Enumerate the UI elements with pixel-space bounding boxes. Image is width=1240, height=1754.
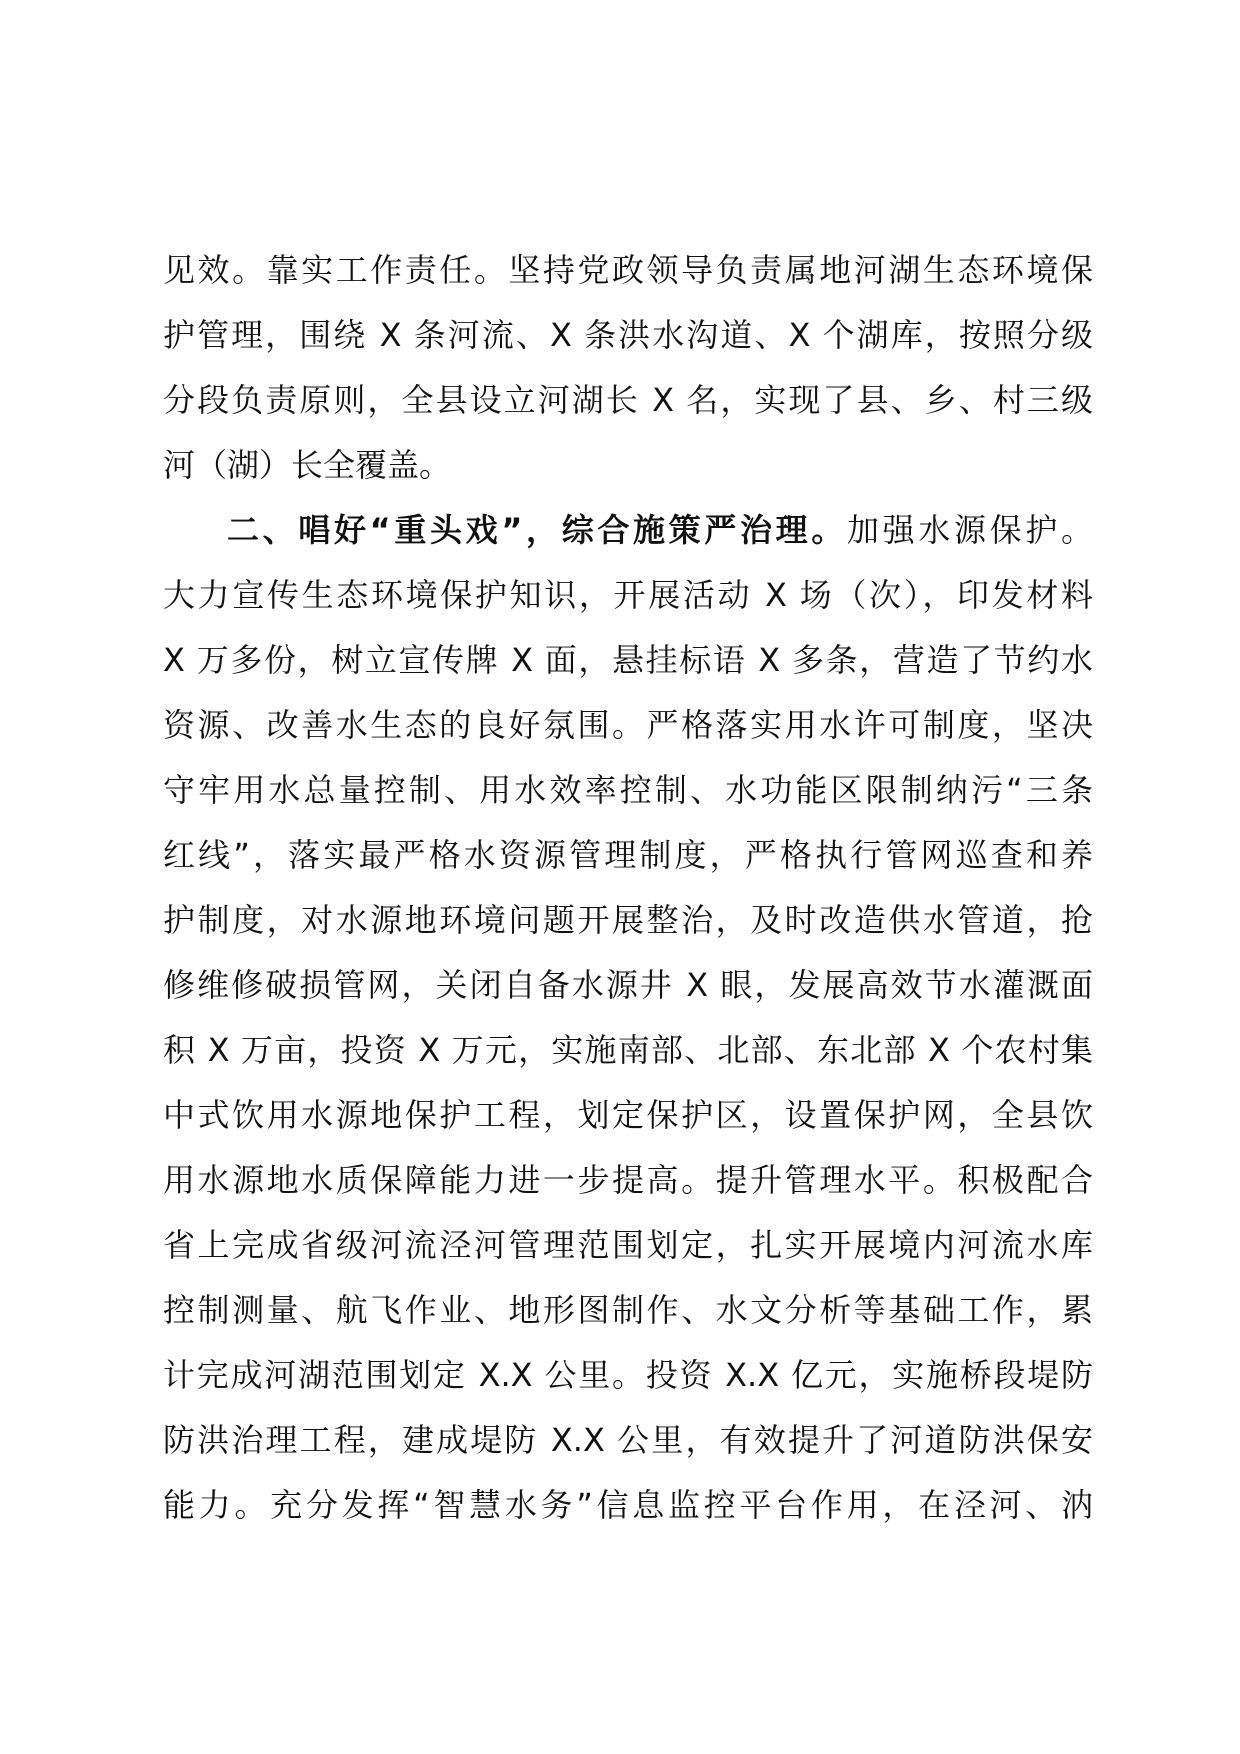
text-line: 红线”，落实最严格水资源管理制度，严格执行管网巡查和养 bbox=[163, 836, 1093, 874]
text-line: 大力宣传生态环境保护知识，开展活动 X 场（次），印发材料 bbox=[163, 576, 1093, 614]
text-line: 资源、改善水生态的良好氛围。严格落实用水许可制度，坚决 bbox=[163, 706, 1093, 744]
text-line: 守牢用水总量控制、用水效率控制、水功能区限制纳污“三条 bbox=[163, 771, 1093, 809]
section-heading-line bbox=[163, 498, 1093, 563]
document-body bbox=[163, 238, 1093, 1538]
text-line: 省上完成省级河流泾河管理范围划定，扎实开展境内河流水库 bbox=[163, 1226, 1093, 1264]
text-line: 积 X 万亩，投资 X 万元，实施南部、北部、东北部 X 个农村集 bbox=[163, 1031, 1093, 1069]
text-line: 护制度，对水源地环境问题开展整治，及时改造供水管道，抢 bbox=[163, 901, 1093, 939]
text-line: 控制测量、航飞作业、地形图制作、水文分析等基础工作，累 bbox=[163, 1291, 1093, 1329]
text-line: 防洪治理工程，建成堤防 X.X 公里，有效提升了河道防洪保安 bbox=[163, 1421, 1093, 1459]
text-line: 中式饮用水源地保护工程，划定保护区，设置保护网，全县饮 bbox=[163, 1096, 1093, 1134]
text-line: X 万多份，树立宣传牌 X 面，悬挂标语 X 多条，营造了节约水 bbox=[163, 641, 1093, 679]
section-heading: 二、唱好“重头戏”，综合施策严治理。 bbox=[227, 511, 847, 549]
paragraph-comprehensive-governance bbox=[163, 498, 1093, 1538]
text-line: 护管理，围绕 X 条河流、X 条洪水沟道、X 个湖库，按照分级 bbox=[163, 316, 1093, 354]
text-line: 河（湖）长全覆盖。 bbox=[163, 446, 452, 484]
paragraph-river-chief-responsibility bbox=[163, 238, 1093, 498]
text-line: 能力。充分发挥“智慧水务”信息监控平台作用，在泾河、汭 bbox=[163, 1486, 1093, 1524]
text-line: 修维修破损管网，关闭自备水源井 X 眼，发展高效节水灌溉面 bbox=[163, 966, 1093, 1004]
text-line: 见效。靠实工作责任。坚持党政领导负责属地河湖生态环境保 bbox=[163, 251, 1093, 289]
text-line: 计完成河湖范围划定 X.X 公里。投资 X.X 亿元，实施桥段堤防 bbox=[163, 1356, 1093, 1394]
text-line: 分段负责原则，全县设立河湖长 X 名，实现了县、乡、村三级 bbox=[163, 381, 1093, 419]
text-fragment: 加强水源保护。 bbox=[847, 511, 1093, 549]
text-line: 用水源地水质保障能力进一步提高。提升管理水平。积极配合 bbox=[163, 1161, 1093, 1199]
